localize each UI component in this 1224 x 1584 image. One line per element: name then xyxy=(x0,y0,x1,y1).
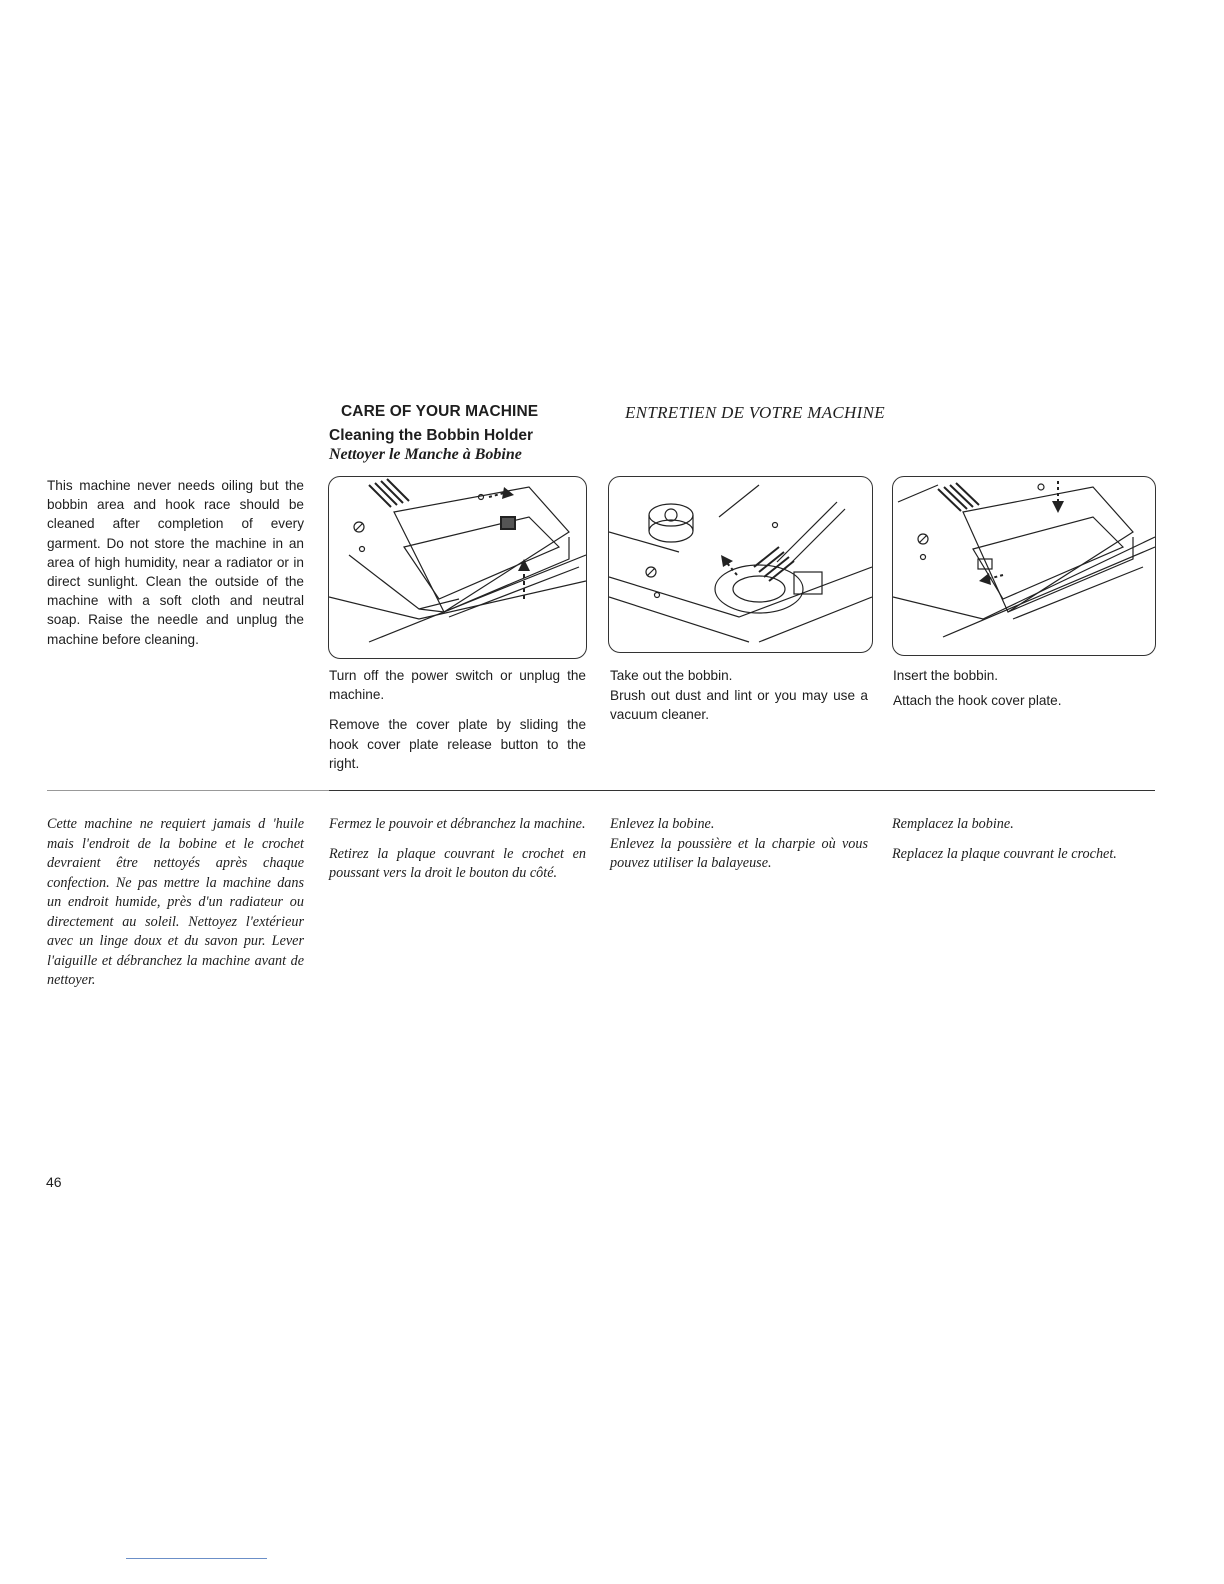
step-2-line-1-fr: Enlevez la bobine. xyxy=(610,816,715,832)
step-3-line-1: Insert the bobbin. xyxy=(893,668,999,683)
section-divider-short xyxy=(47,790,329,791)
step-3-line-2-fr: Replacez la plaque couvrant le crochet. xyxy=(892,845,1117,862)
illustration-remove-cover-plate xyxy=(328,476,587,659)
attach-plate-drawing xyxy=(893,477,1155,655)
step-3-text xyxy=(893,666,1155,721)
step-2-line-2-fr: Enlevez la poussière et la charpie où vous pouvez utiliser la balayeuse. xyxy=(610,835,868,871)
intro-text-fr xyxy=(47,815,304,1001)
intro-paragraph: This machine never needs oiling but the bobbin area and hook race should be cleaned after completion of every garment. Do not store the machine in an area of high humidity, near a radiator or in direct sunlight. Clean the outside of the machine with a soft cloth and neutral soap. Raise the needle and unplug the machine before cleaning. xyxy=(47,478,304,647)
illustration-brush-bobbin-area xyxy=(608,476,873,653)
step-1-line-1: Turn off the power switch or unplug the machine. xyxy=(329,668,586,703)
footer-line xyxy=(126,1558,267,1559)
step-2-line-2: Brush out dust and lint or you may use a vacuum cleaner. xyxy=(610,688,868,723)
step-3-line-1-fr: Remplacez la bobine. xyxy=(892,816,1014,832)
cover-plate-drawing xyxy=(329,477,586,658)
step-3-text-fr xyxy=(892,815,1156,874)
step-1-text xyxy=(329,666,586,784)
step-1-line-2-fr: Retirez la plaque couvrant le crochet en poussant vers la droit le bouton du côté. xyxy=(329,845,586,881)
step-2-text-fr xyxy=(610,815,868,884)
step-1-text-fr xyxy=(329,815,586,894)
section-title-fr: ENTRETIEN DE VOTRE MACHINE xyxy=(625,403,885,422)
subsection-title: Cleaning the Bobbin Holder xyxy=(329,427,534,444)
subsection-title-fr: Nettoyer le Manche à Bobine xyxy=(329,446,522,463)
section-title: CARE OF YOUR MACHINE xyxy=(341,403,539,420)
illustration-attach-cover-plate xyxy=(892,476,1156,656)
intro-paragraph-fr: Cette machine ne requiert jamais d 'huile mais l'endroit de la bobine et le crochet devraient être nettoyés après chaque confection. Ne pas mettre la machine dans un endroit humide, près d'un radiateur ou directement au soleil. Nettoyez l'extérieur avec un linge doux et du savon pur. Lever l'aiguille et débranchez la machine avant de nettoyer. xyxy=(47,816,304,988)
step-2-text xyxy=(610,666,868,736)
step-1-line-2: Remove the cover plate by sliding the hook cover plate release button to the right. xyxy=(329,717,586,771)
section-divider xyxy=(329,790,1155,791)
step-3-line-2: Attach the hook cover plate. xyxy=(893,693,1062,709)
brush-drawing xyxy=(609,477,872,652)
step-2-line-1: Take out the bobbin. xyxy=(610,668,733,683)
intro-text xyxy=(47,476,304,660)
step-1-line-1-fr: Fermez le pouvoir et débranchez la machine. xyxy=(329,816,586,832)
page-number: 46 xyxy=(46,1174,62,1190)
